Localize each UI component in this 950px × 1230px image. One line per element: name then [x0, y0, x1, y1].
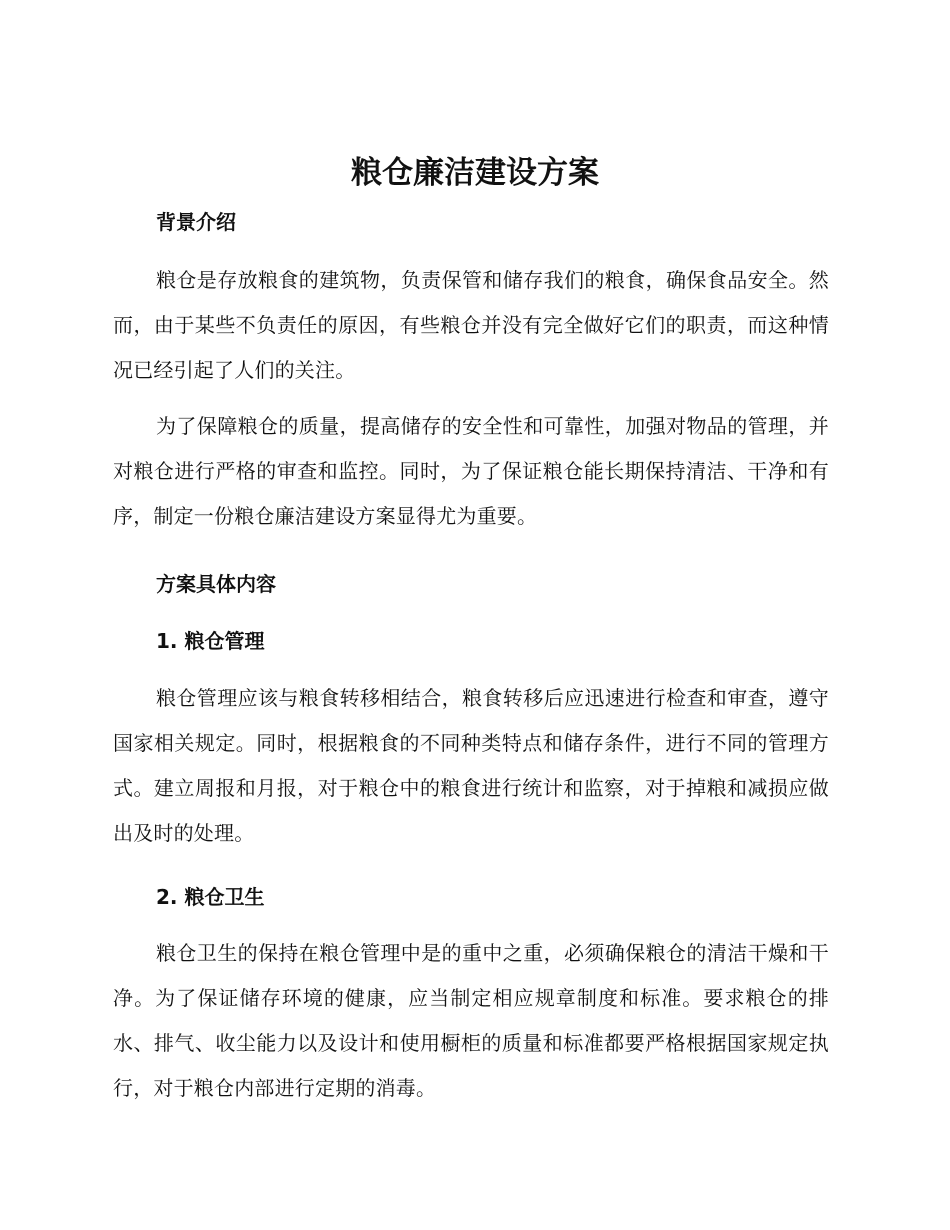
section-heading-background: 背景介绍 — [156, 210, 236, 234]
document-title: 粮仓廉洁建设方案 — [351, 155, 599, 191]
paragraph-granary-management: 粮仓管理应该与粮食转移相结合，粮食转移后应迅速进行检查和审查，遵守国家相关规定。同时，根据粮食的不同种类特点和储存条件，进行不同的管理方式。建立周报和月报，对于粮仓中的粮食进行统计和监察，对于掉粮和减损应做出及时的处理。 — [113, 686, 829, 845]
subsection-heading-granary-hygiene: 2. 粮仓卫生 — [156, 885, 265, 909]
document-body — [113, 200, 829, 1111]
paragraph-granary-hygiene: 粮仓卫生的保持在粮仓管理中是的重中之重，必须确保粮仓的清洁干燥和干净。为了保证储存环境的健康，应当制定相应规章制度和标准。要求粮仓的排水、排气、收尘能力以及设计和使用橱柜的质量和标准都要严格根据国家规定执行，对于粮仓内部进行定期的消毒。 — [113, 941, 829, 1100]
paragraph-background-1: 粮仓是存放粮食的建筑物，负责保管和储存我们的粮食，确保食品安全。然而，由于某些不负责任的原因，有些粮仓并没有完全做好它们的职责，而这种情况已经引起了人们的关注。 — [113, 268, 829, 382]
section-heading-plan: 方案具体内容 — [156, 572, 276, 596]
subsection-heading-granary-management: 1. 粮仓管理 — [156, 629, 265, 653]
paragraph-background-2: 为了保障粮仓的质量，提高储存的安全性和可靠性，加强对物品的管理，并对粮仓进行严格的审查和监控。同时，为了保证粮仓能长期保持清洁、干净和有序，制定一份粮仓廉洁建设方案显得尤为重要。 — [113, 414, 829, 528]
